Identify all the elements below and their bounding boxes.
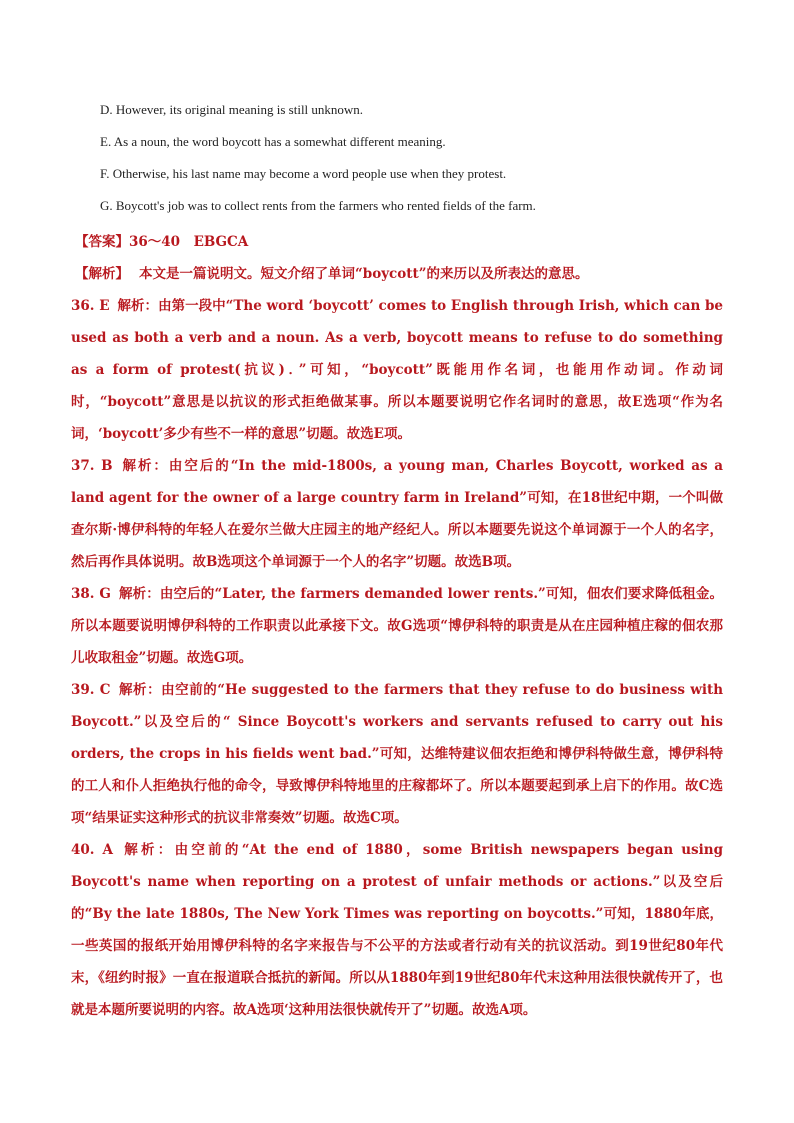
item-label: 解析： (120, 458, 169, 474)
item-number: 37. B (71, 458, 113, 474)
item-number: 39. C (71, 682, 111, 698)
option-g: G. Boycott's job was to collect rents from the farmers who rented fields of the farm. (100, 198, 536, 213)
item-number: 36. E (71, 298, 110, 314)
analysis-text: 本文是一篇说明文。短文介绍了单词“boycott”的来历以及所表达的意思。 (139, 266, 589, 282)
item-text: 由空前的“He suggested to the farmers that they refuse to do business with Boycott.”以及空后的“ Since Boycott's workers and servants refused to carry out his orders, the crops in his fields went bad.”可知，达维特建议佃农拒绝和博伊科特做生意，博伊科特的工人和仆人拒绝执行他的命令，导致博伊科特地里的庄稼都坏了。所以本题要起到承上启下的作用。故C选项“结果证实这种形式的抗议非常奏效”切题。故选C项。 (71, 682, 724, 826)
item-label: 解析： (118, 682, 162, 698)
item-40 (71, 834, 723, 1026)
item-label: 解析： (117, 298, 159, 314)
item-number: 38. G (71, 586, 111, 602)
item-37 (71, 450, 723, 578)
item-text: 由空后的“Later, the farmers demanded lower rents.”可知，佃农们要求降低租金。所以本题要说明博伊科特的工作职责以此承接下文。故G选项“博伊科特的职责是从在庄园种植庄稼的佃农那儿收取租金”切题。故选G项。 (71, 586, 724, 666)
answer-explanation (71, 226, 723, 1026)
item-label: 解析： (120, 842, 175, 858)
item-39 (71, 674, 723, 834)
answer-tag: 【答案】 (75, 234, 129, 250)
analysis-line (71, 258, 723, 290)
answer-line (71, 226, 723, 258)
item-label: 解析： (118, 586, 160, 602)
item-number: 40. A (71, 842, 113, 858)
analysis-tag: 【解析】 (75, 266, 129, 282)
item-38 (71, 578, 723, 674)
answer-options (100, 100, 740, 228)
item-text: 由空后的“In the mid-1800s, a young man, Charles Boycott, worked as a land agent for the owner of a large country farm in Ireland”可知，在18世纪中期，一个叫做查尔斯·博伊科特的年轻人在爱尔兰做大庄园主的地产经纪人。所以本题要先说这个单词源于一个人的名字，然后再作具体说明。故B选项这个单词源于一个人的名字”切题。故选B项。 (71, 458, 724, 570)
item-text: 由第一段中“The word ‘boycott’ comes to English through Irish, which can be used as both a verb and a noun. As a verb, boycott means to refuse to do something as a form of protest(抗议)．”可知，“boycott”既能用作名词，也能用作动词。作动词时，“boycott”意思是以抗议的形式拒绝做某事。所以本题要说明它作名词时的意思，故E选项“作为名词，‘boycott’多少有些不一样的意思”切题。故选E项。 (71, 298, 724, 442)
option-e: E. As a noun, the word boycott has a somewhat different meaning. (100, 134, 446, 149)
answer-text: 36～40 EBGCA (129, 234, 249, 250)
option-d: D. However, its original meaning is still unknown. (100, 102, 364, 117)
option-f: F. Otherwise, his last name may become a word people use when they protest. (100, 166, 507, 181)
item-36 (71, 290, 723, 450)
item-text: 由空前的“At the end of 1880，some British newspapers began using Boycott's name when reporting on a protest of unfair methods or actions.”以及空后的“By the late 1880s, The New York Times was reporting on boycotts.”可知，1880年底，一些英国的报纸开始用博伊科特的名字来报告与不公平的方法或者行动有关的抗议活动。到19世纪80年代末，《纽约时报》一直在报道联合抵抗的新闻。所以从1880年到19世纪80年代末这种用法很快就传开了，也就是本题所要说明的内容。故A选项‘这种用法很快就传开了”切题。故选A项。 (71, 842, 724, 1018)
